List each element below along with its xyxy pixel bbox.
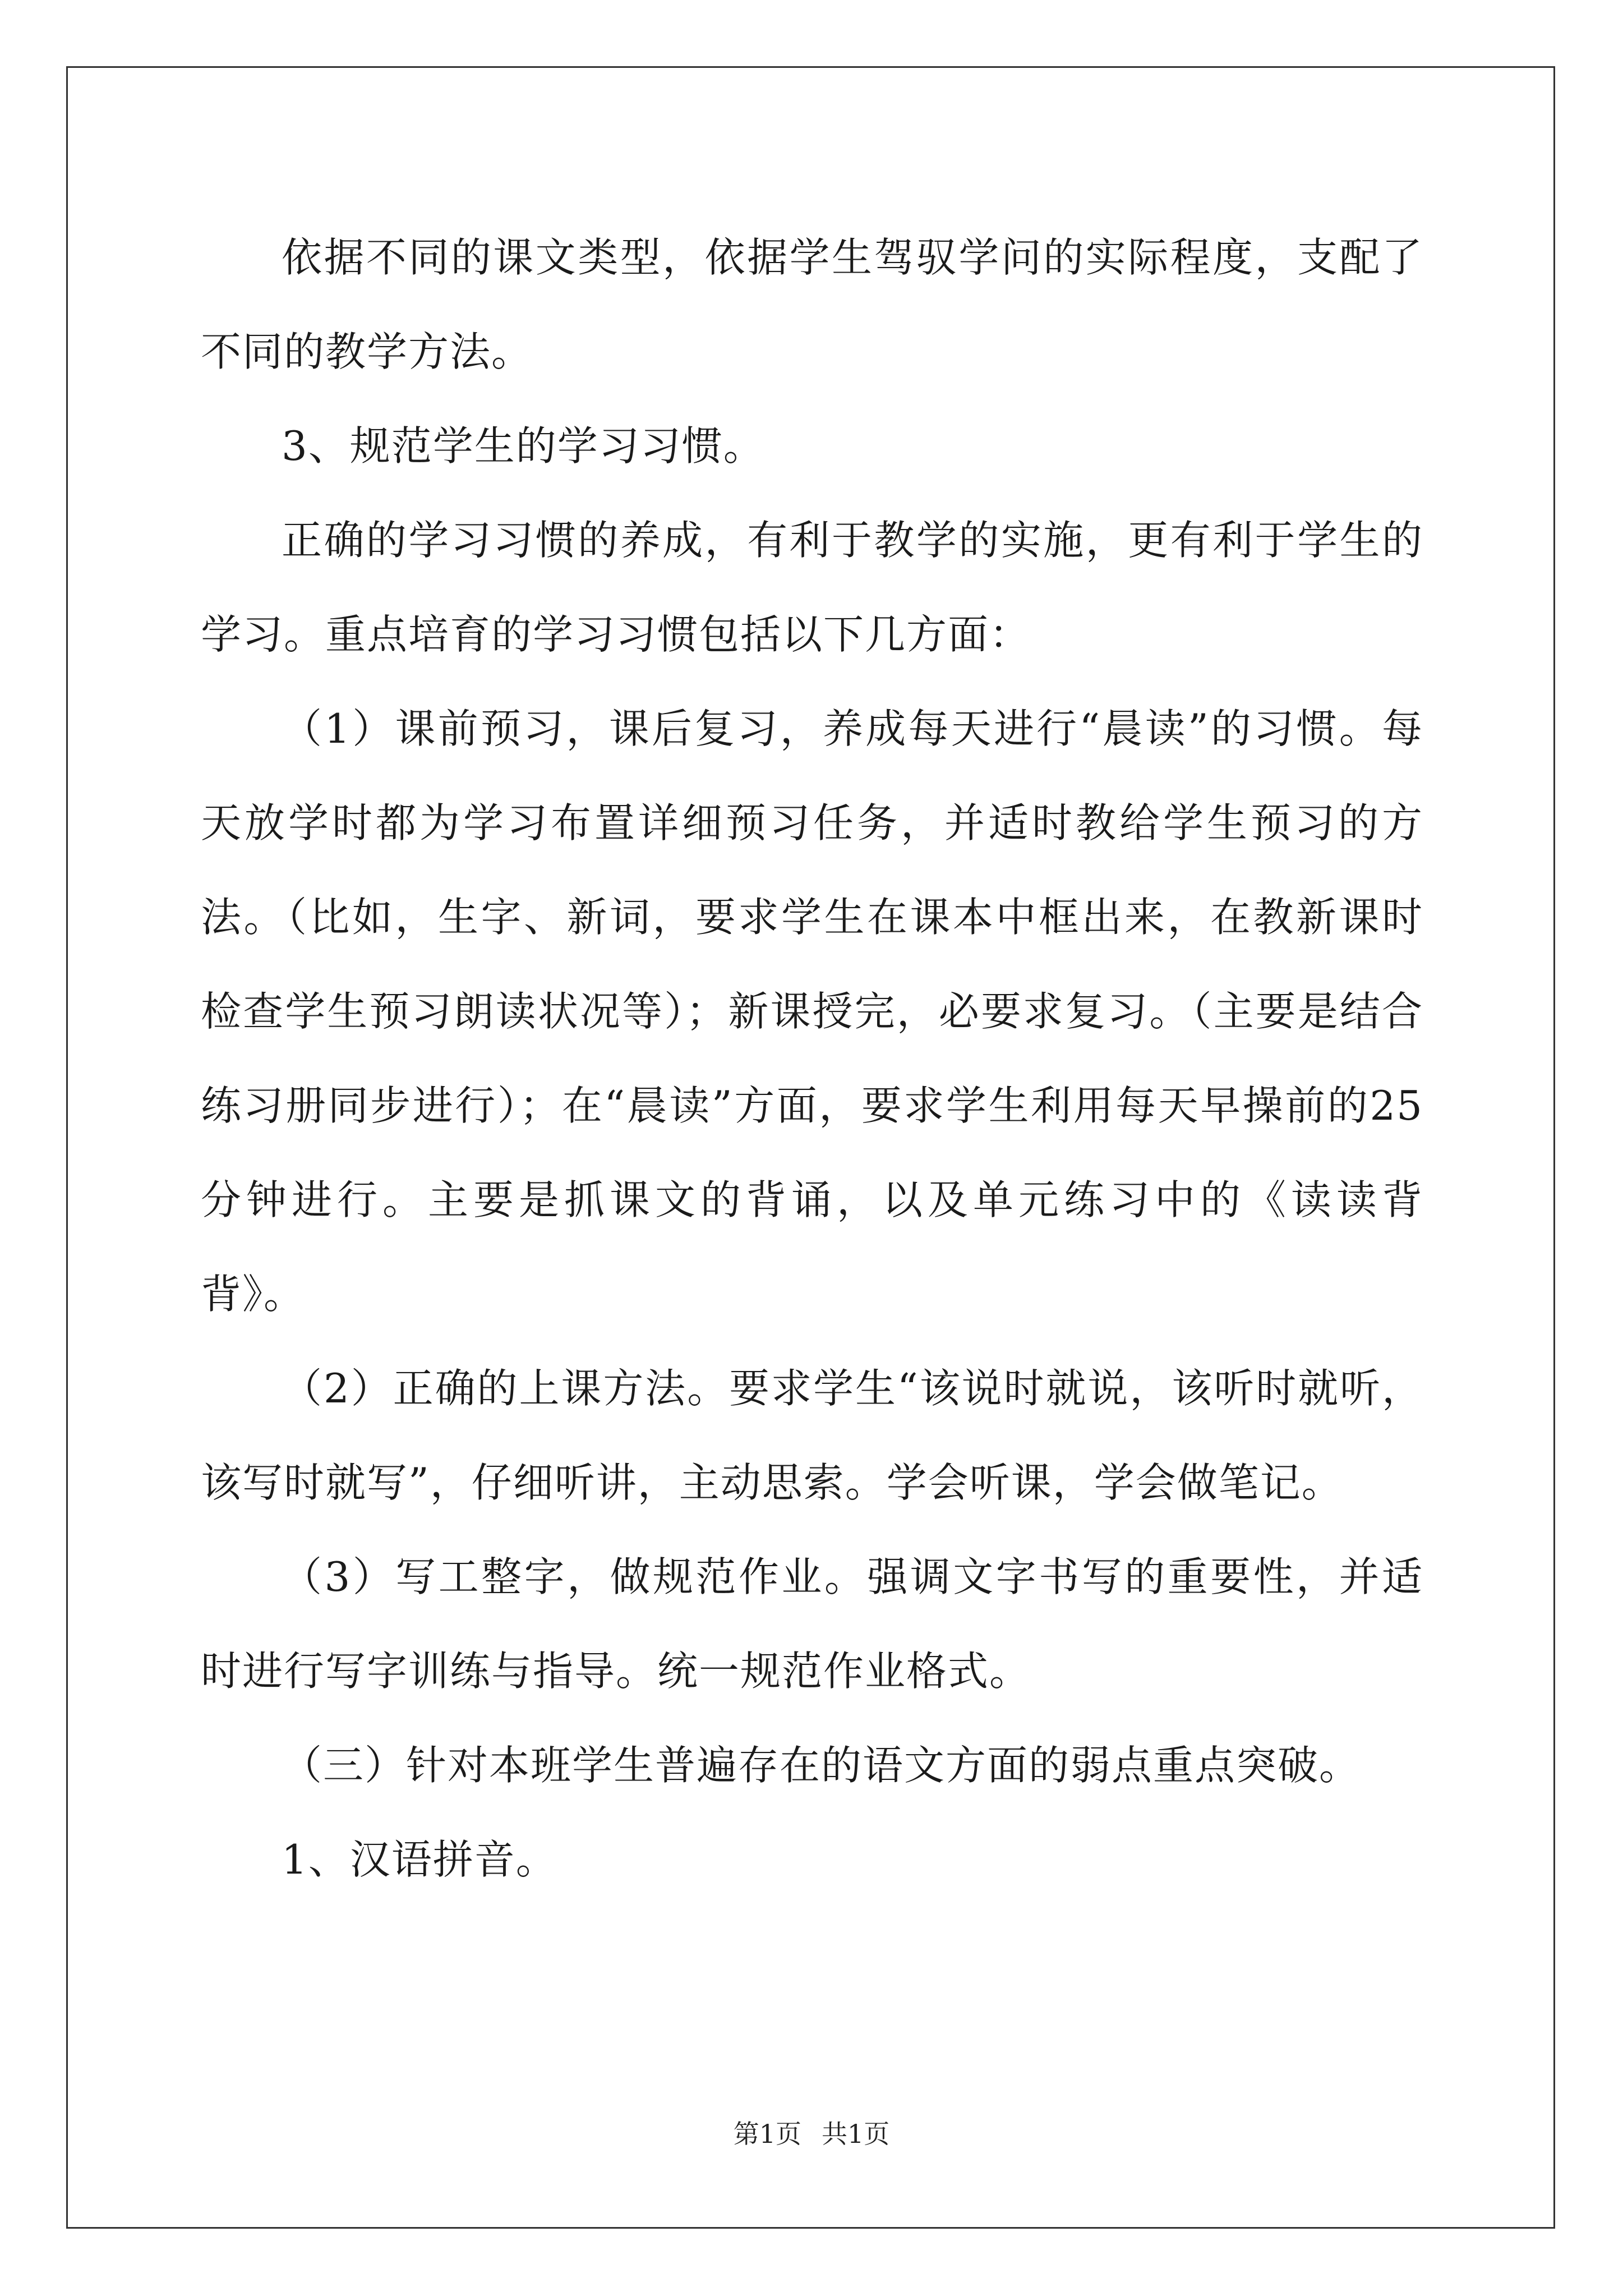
page-total: 共1页: [822, 2119, 890, 2149]
paragraph: 3、规范学生的学习习惯。: [282, 422, 765, 470]
page-footer: [0, 2117, 1623, 2151]
paragraph: （1）课前预习，课后复习，养成每天进行“晨读”的习惯。每天放学时都为学习布置详细预习任务，并适时教给学生预习的方法。（比如，生字、新词，要求学生在课本中框出来，在教新课时检查学生预习朗读状况等）；新课授完，必要求复习。（主要是结合练习册同步进行）；在“晨读”方面，要求学生利用每天早操前的25分钟进行。主要是抓课文的背诵，以及单元练习中的《读读背背》。: [201, 705, 1423, 1318]
page-number: 第1页: [733, 2119, 801, 2149]
paragraph: 1、汉语拼音。: [282, 1836, 557, 1883]
document-body: [201, 210, 1423, 1907]
paragraph: 依据不同的课文类型，依据学生驾驭学问的实际程度，支配了不同的教学方法。: [201, 234, 1423, 375]
paragraph: （2）正确的上课方法。要求学生“该说时就说，该听时就听，该写时就写”，仔细听讲，主动思索。学会听课，学会做笔记。: [201, 1365, 1423, 1506]
paragraph: （三）针对本班学生普遍存在的语文方面的弱点重点突破。: [282, 1742, 1361, 1789]
paragraph: 正确的学习习惯的养成，有利于教学的实施，更有利于学生的学习。重点培育的学习习惯包括以下几方面：: [201, 517, 1423, 658]
paragraph: （3）写工整字，做规范作业。强调文字书写的重要性，并适时进行写字训练与指导。统一规范作业格式。: [201, 1553, 1423, 1695]
